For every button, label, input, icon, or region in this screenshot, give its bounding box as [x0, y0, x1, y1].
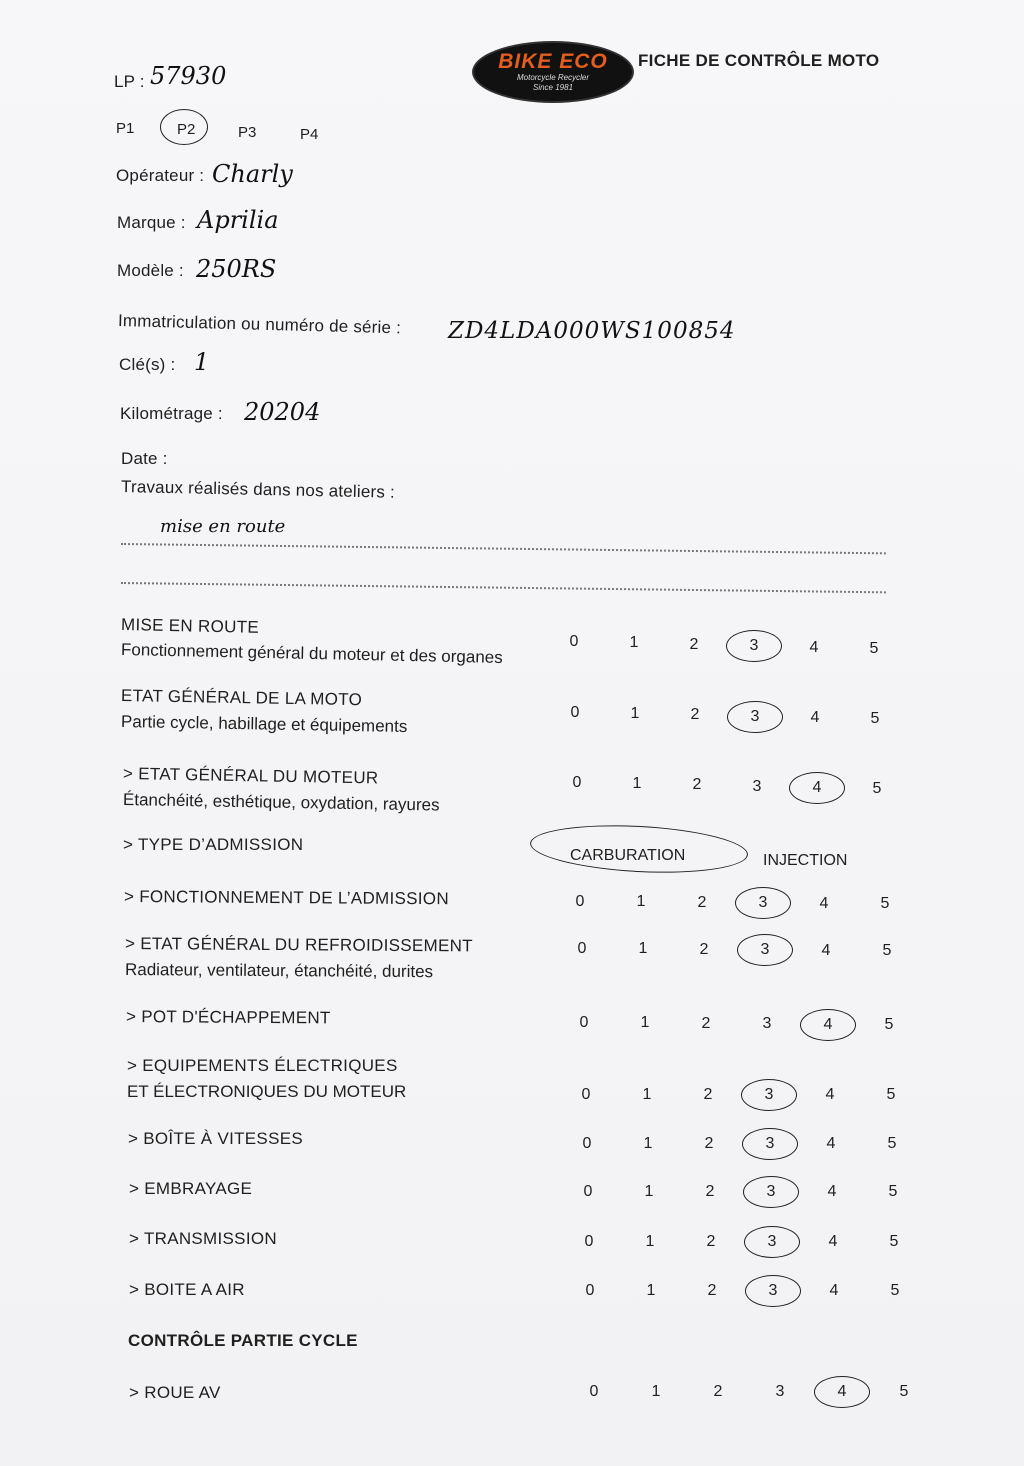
document-title: FICHE DE CONTRÔLE MOTO	[638, 51, 880, 70]
score-option-3: 3	[762, 1015, 772, 1033]
score-option-2: 2	[697, 893, 707, 911]
lp-label: LP :	[114, 72, 145, 91]
score-option-4: 4	[837, 1383, 847, 1400]
travaux-value: mise en route	[160, 516, 286, 537]
score-option-5: 5	[870, 710, 880, 727]
score-option-5: 5	[890, 1282, 900, 1299]
cles-value: 1	[194, 348, 210, 376]
score-option-1: 1	[638, 940, 648, 958]
score-option-5: 5	[887, 1135, 897, 1152]
position-p3: P3	[238, 124, 257, 141]
score-option-0: 0	[570, 704, 580, 721]
score-option-1: 1	[645, 1233, 655, 1250]
position-p1: P1	[116, 120, 135, 137]
score-option-3: 3	[760, 941, 770, 959]
score-option-2: 2	[692, 776, 702, 794]
marque-label: Marque :	[117, 213, 186, 232]
selected-score-circle	[735, 887, 791, 919]
operateur-label: Opérateur :	[116, 166, 205, 185]
score-option-4: 4	[827, 1183, 837, 1200]
row-title: ETAT GÉNÉRAL DE LA MOTO	[120, 686, 363, 710]
selected-score-circle	[742, 1128, 798, 1160]
score-option-3: 3	[750, 707, 760, 725]
selected-score-circle	[745, 1275, 801, 1307]
score-option-1: 1	[640, 1014, 650, 1032]
score-option-2: 2	[704, 1135, 714, 1152]
kilometrage-value: 20204	[244, 398, 321, 426]
selected-score-circle	[726, 630, 782, 662]
score-option-0: 0	[577, 940, 587, 957]
immatriculation-value: ZD4LDA000WS100854	[448, 318, 736, 344]
score-option-3: 3	[764, 1086, 774, 1103]
score-option-1: 1	[630, 705, 640, 723]
travaux-line-2	[121, 582, 886, 593]
row-title: > ETAT GÉNÉRAL DU REFROIDISSEMENT	[124, 934, 473, 956]
logo-sub-text-1: Motorcycle Recycler	[516, 73, 589, 82]
section-partie-cycle: CONTRÔLE PARTIE CYCLE	[128, 1331, 358, 1350]
score-option-1: 1	[629, 634, 639, 652]
score-option-2: 2	[703, 1086, 713, 1103]
kilometrage-label: Kilométrage :	[120, 404, 223, 423]
score-option-4: 4	[825, 1086, 835, 1103]
score-option-3: 3	[775, 1383, 785, 1400]
position-p4: P4	[300, 126, 319, 143]
score-option-4: 4	[809, 638, 819, 656]
score-option-0: 0	[581, 1086, 591, 1103]
score-option-0: 0	[569, 633, 579, 650]
lp-value: 57930	[150, 62, 227, 90]
score-option-0: 0	[584, 1233, 594, 1250]
score-option-3: 3	[749, 637, 759, 655]
score-option-1: 1	[636, 893, 646, 911]
score-option-3: 3	[765, 1135, 775, 1152]
modele-label: Modèle :	[117, 261, 184, 280]
score-option-1: 1	[644, 1183, 654, 1200]
score-option-1: 1	[632, 775, 642, 793]
selected-score-circle	[800, 1009, 856, 1041]
score-option-2: 2	[701, 1014, 711, 1032]
selected-score-circle	[737, 934, 793, 966]
selected-score-circle	[814, 1376, 870, 1408]
row-subtitle: Étanchéité, esthétique, oxydation, rayures	[122, 790, 440, 815]
logo-sub-text-2: Since 1981	[532, 83, 574, 92]
immatriculation-label: Immatriculation ou numéro de série :	[117, 311, 402, 338]
score-option-1: 1	[646, 1282, 656, 1299]
admission-title: > TYPE D’ADMISSION	[123, 835, 304, 854]
selected-score-circle	[789, 772, 845, 804]
score-option-3: 3	[768, 1282, 778, 1299]
selected-score-circle	[741, 1079, 797, 1111]
logo-main-text: BIKE ECO	[498, 50, 608, 73]
travaux-label: Travaux réalisés dans nos ateliers :	[120, 477, 396, 502]
score-option-0: 0	[589, 1383, 599, 1400]
score-option-4: 4	[826, 1135, 836, 1152]
score-option-3: 3	[752, 777, 762, 795]
score-option-2: 2	[706, 1233, 716, 1250]
score-option-5: 5	[872, 780, 882, 797]
score-option-4: 4	[823, 1015, 833, 1033]
score-option-4: 4	[819, 894, 829, 912]
row-title: > ETAT GÉNÉRAL DU MOTEUR	[122, 764, 379, 788]
score-option-5: 5	[884, 1016, 894, 1034]
row-subtitle: Fonctionnement général du moteur et des organes	[120, 640, 503, 667]
score-option-5: 5	[888, 1183, 898, 1200]
score-option-5: 5	[889, 1233, 899, 1250]
score-option-5: 5	[869, 640, 879, 658]
score-option-0: 0	[585, 1282, 595, 1299]
admission-selected-circle	[529, 820, 749, 877]
selected-score-circle	[727, 701, 783, 733]
score-option-0: 0	[583, 1183, 593, 1200]
cles-label: Clé(s) :	[119, 355, 176, 374]
selected-score-circle	[744, 1226, 800, 1258]
row-subtitle: Radiateur, ventilateur, étanchéité, durites	[124, 960, 434, 982]
score-option-1: 1	[643, 1135, 653, 1152]
row-title: > TRANSMISSION	[129, 1229, 277, 1248]
position-p2: P2	[177, 121, 196, 138]
row-title: > EQUIPEMENTS ÉLECTRIQUES	[127, 1056, 398, 1075]
score-option-5: 5	[880, 895, 890, 913]
row-title: > BOITE A AIR	[129, 1280, 245, 1299]
score-option-1: 1	[651, 1383, 661, 1400]
score-option-1: 1	[642, 1086, 652, 1103]
score-option-0: 0	[572, 774, 582, 791]
row-title: > POT D'ÉCHAPPEMENT	[125, 1007, 331, 1028]
row-title: > ROUE AV	[129, 1383, 221, 1402]
modele-value: 250RS	[196, 255, 277, 283]
score-option-3: 3	[767, 1233, 777, 1250]
score-option-2: 2	[707, 1282, 717, 1299]
score-option-4: 4	[810, 708, 820, 726]
score-option-4: 4	[828, 1233, 838, 1250]
date-label: Date :	[121, 449, 168, 468]
score-option-5: 5	[899, 1383, 909, 1400]
travaux-line-1	[121, 543, 886, 554]
score-option-5: 5	[882, 942, 892, 960]
admission-carburation: CARBURATION	[570, 847, 686, 864]
score-option-2: 2	[690, 706, 700, 724]
bike-eco-logo	[472, 41, 634, 103]
selected-score-circle	[743, 1176, 799, 1208]
row-title: > BOÎTE À VITESSES	[128, 1129, 303, 1148]
operateur-value: Charly	[212, 160, 293, 188]
score-option-5: 5	[886, 1086, 896, 1103]
row-title: > FONCTIONNEMENT DE L’ADMISSION	[123, 887, 450, 909]
score-option-2: 2	[689, 635, 699, 653]
row-title: MISE EN ROUTE	[120, 615, 260, 637]
row-subtitle: Partie cycle, habillage et équipements	[120, 712, 408, 736]
score-option-0: 0	[582, 1135, 592, 1152]
score-option-2: 2	[699, 940, 709, 958]
row-title: > EMBRAYAGE	[129, 1179, 253, 1198]
score-option-0: 0	[579, 1014, 589, 1031]
marque-value: Aprilia	[197, 206, 279, 234]
score-option-0: 0	[575, 893, 585, 910]
score-option-4: 4	[829, 1282, 839, 1299]
row-subtitle: ET ÉLECTRONIQUES DU MOTEUR	[127, 1082, 407, 1101]
score-option-4: 4	[821, 941, 831, 959]
score-option-3: 3	[758, 894, 768, 912]
admission-injection: INJECTION	[763, 852, 848, 869]
selected-position-circle	[160, 109, 208, 145]
score-option-2: 2	[713, 1383, 723, 1400]
score-option-2: 2	[705, 1183, 715, 1200]
score-option-4: 4	[812, 778, 822, 796]
score-option-3: 3	[766, 1183, 776, 1200]
